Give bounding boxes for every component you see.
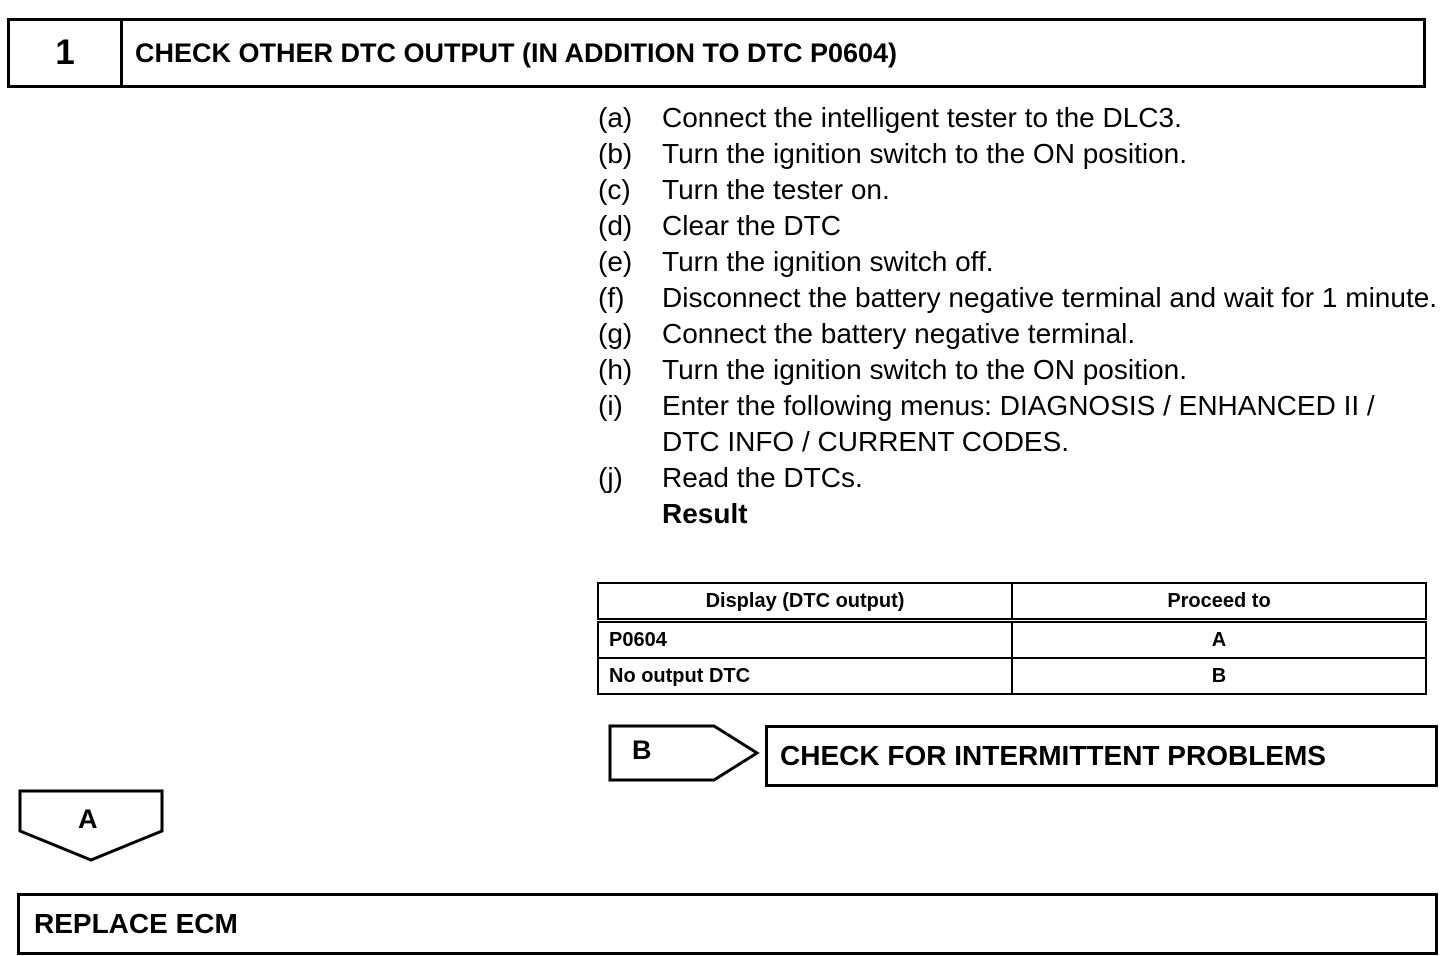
instruction-text: Clear the DTC [662, 210, 841, 241]
instruction-item [598, 172, 1438, 208]
branch-b-arrow-icon [608, 724, 760, 782]
result-table [597, 582, 1427, 695]
instruction-letter: (h) [598, 354, 633, 385]
instruction-item [598, 316, 1438, 352]
instruction-list [598, 100, 1438, 532]
table-row [598, 658, 1426, 694]
instruction-item [598, 100, 1438, 136]
instruction-item [598, 352, 1438, 388]
step-title: CHECK OTHER DTC OUTPUT (IN ADDITION TO DTC P0604) [135, 37, 898, 68]
instruction-item [598, 280, 1438, 316]
branch-b-action-box: CHECK FOR INTERMITTENT PROBLEMS [765, 725, 1438, 787]
table-row [598, 621, 1426, 659]
branch-b-letter: B [632, 735, 652, 765]
instruction-letter: (a) [598, 102, 633, 133]
instruction-letter: (i) [598, 390, 623, 421]
instruction-item [598, 460, 1438, 496]
instruction-item [598, 388, 1438, 460]
branch-a-letter: A [78, 804, 98, 834]
column-header-display: Display (DTC output) [598, 583, 1012, 621]
instruction-text: Connect the battery negative terminal. [662, 318, 1136, 349]
instruction-text: Enter the following menus: DIAGNOSIS / ENHANCED II / DTC INFO / CURRENT CODES. [662, 390, 1375, 457]
branch-a-action-box: REPLACE ECM [17, 893, 1438, 955]
instruction-text: Turn the ignition switch to the ON position. [662, 354, 1187, 385]
result-label: Result [662, 498, 748, 529]
table-cell-proceed: A [1012, 621, 1426, 659]
instruction-text: Connect the intelligent tester to the DLC3. [662, 102, 1182, 133]
column-header-proceed: Proceed to [1012, 583, 1426, 621]
instruction-letter: (d) [598, 210, 633, 241]
instruction-text: Disconnect the battery negative terminal and wait for 1 minute. [662, 282, 1438, 313]
table-header-row [598, 583, 1426, 621]
step-header [7, 18, 1426, 88]
instruction-letter: (b) [598, 138, 633, 169]
step-number: 1 [10, 21, 123, 85]
instruction-text: Turn the ignition switch off. [662, 246, 994, 277]
instruction-letter: (g) [598, 318, 633, 349]
instruction-letter: (j) [598, 462, 623, 493]
instruction-item [598, 208, 1438, 244]
instruction-letter: (c) [598, 174, 631, 205]
instruction-text: Read the DTCs. [662, 462, 863, 493]
instruction-item [598, 244, 1438, 280]
instruction-letter: (e) [598, 246, 633, 277]
instruction-letter: (f) [598, 282, 625, 313]
table-cell-proceed: B [1012, 658, 1426, 694]
instruction-text: Turn the tester on. [662, 174, 890, 205]
table-cell-display: No output DTC [598, 658, 1012, 694]
instruction-item [598, 136, 1438, 172]
instruction-text: Turn the ignition switch to the ON position. [662, 138, 1187, 169]
table-cell-display: P0604 [598, 621, 1012, 659]
